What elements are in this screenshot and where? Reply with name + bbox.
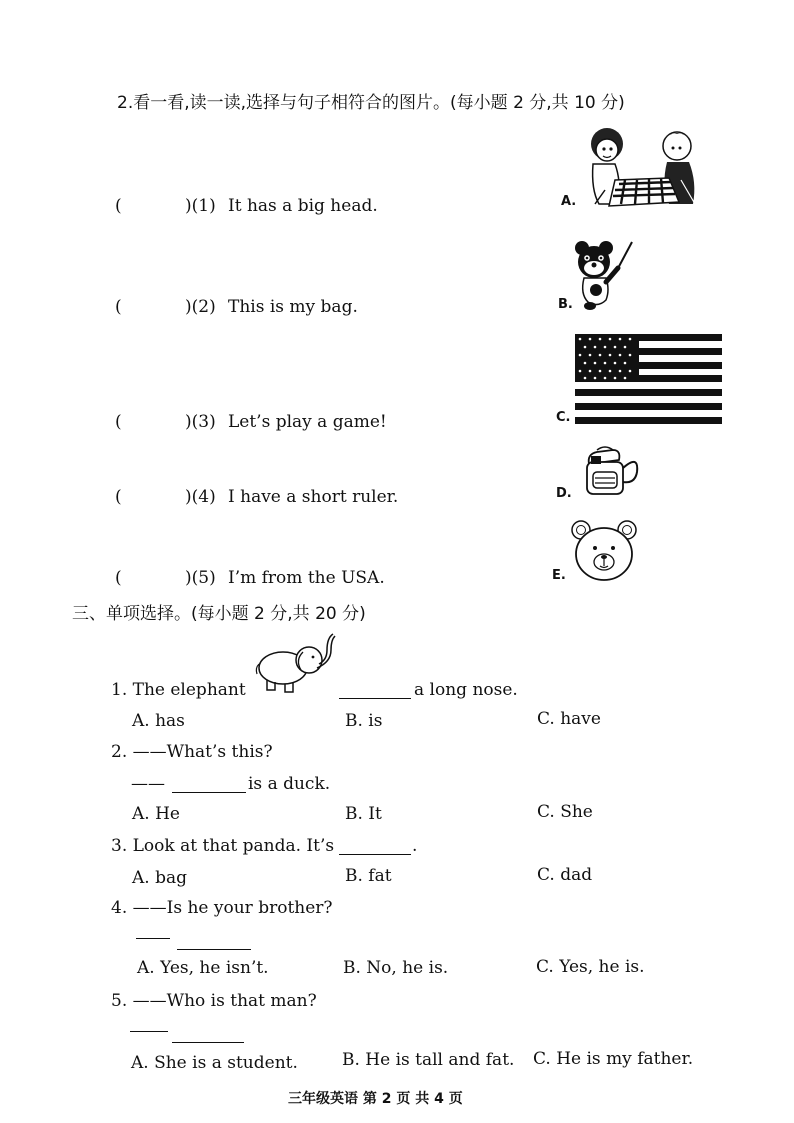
item-text: I’m from the USA. [228, 568, 385, 588]
option-a[interactable]: A. Yes, he isn’t. [137, 958, 269, 978]
option-c[interactable]: C. She [537, 802, 593, 822]
option-a[interactable]: A. has [132, 711, 185, 731]
item-number: )(5) [185, 568, 216, 588]
answer-dash [136, 929, 170, 939]
option-c[interactable]: C. He is my father. [533, 1049, 694, 1069]
option-c[interactable]: C. have [537, 709, 601, 729]
question-stem: 3. Look at that panda. It’s [111, 836, 335, 856]
part2-title: 2.看一看,读一读,选择与句子相符合的图片。(每小题 2 分,共 10 分) [117, 93, 625, 113]
item-text: I have a short ruler. [228, 487, 399, 507]
option-b[interactable]: B. is [345, 711, 383, 731]
item-number: )(4) [185, 487, 216, 507]
bear-big-head-icon [571, 518, 637, 582]
item-text: Let’s play a game! [228, 412, 387, 432]
item-number: )(3) [185, 412, 216, 432]
picture-label-e: E. [552, 568, 566, 583]
answer-paren[interactable]: ( [115, 487, 122, 507]
kids-playing-game-icon [585, 120, 700, 212]
answer-blank[interactable] [339, 684, 411, 699]
item-number: )(1) [185, 196, 216, 216]
answer-blank[interactable] [177, 935, 251, 950]
school-bag-icon [583, 446, 643, 498]
option-b[interactable]: B. fat [345, 866, 392, 886]
option-c[interactable]: C. Yes, he is. [536, 957, 645, 977]
answer-suffix: is a duck. [248, 774, 331, 794]
option-a[interactable]: A. He [132, 804, 180, 824]
picture-label-a: A. [561, 194, 577, 209]
question-stem: 2. ——What’s this? [111, 742, 273, 762]
answer-dash [130, 1022, 168, 1032]
question-stem: 5. ——Who is that man? [111, 991, 317, 1011]
question-stem-end: . [412, 836, 418, 856]
answer-prefix: —— [131, 774, 165, 794]
elephant-icon [255, 630, 337, 696]
option-b[interactable]: B. He is tall and fat. [342, 1050, 515, 1070]
answer-paren[interactable]: ( [115, 297, 122, 317]
option-c[interactable]: C. dad [537, 865, 593, 885]
option-b[interactable]: B. It [345, 804, 382, 824]
item-number: )(2) [185, 297, 216, 317]
item-text: This is my bag. [228, 297, 358, 317]
item-text: It has a big head. [228, 196, 378, 216]
option-b[interactable]: B. No, he is. [343, 958, 449, 978]
answer-blank[interactable] [172, 778, 246, 793]
picture-label-c: C. [556, 410, 571, 425]
answer-blank[interactable] [339, 840, 411, 855]
option-a[interactable]: A. She is a student. [131, 1053, 298, 1073]
section3-title: 三、单项选择。(每小题 2 分,共 20 分) [72, 604, 366, 624]
question-stem: 4. ——Is he your brother? [111, 898, 333, 918]
option-a[interactable]: A. bag [132, 868, 187, 888]
usa-flag-icon [575, 334, 722, 424]
picture-label-d: D. [556, 486, 572, 501]
page-footer: 三年级英语 第 2 页 共 4 页 [288, 1091, 463, 1107]
picture-label-b: B. [558, 297, 573, 312]
question-stem: 1. The elephant [111, 680, 246, 700]
bear-with-stick-icon [572, 238, 634, 312]
answer-paren[interactable]: ( [115, 412, 122, 432]
answer-blank[interactable] [172, 1028, 244, 1043]
answer-paren[interactable]: ( [115, 196, 122, 216]
question-stem-end: a long nose. [414, 680, 518, 700]
answer-paren[interactable]: ( [115, 568, 122, 588]
